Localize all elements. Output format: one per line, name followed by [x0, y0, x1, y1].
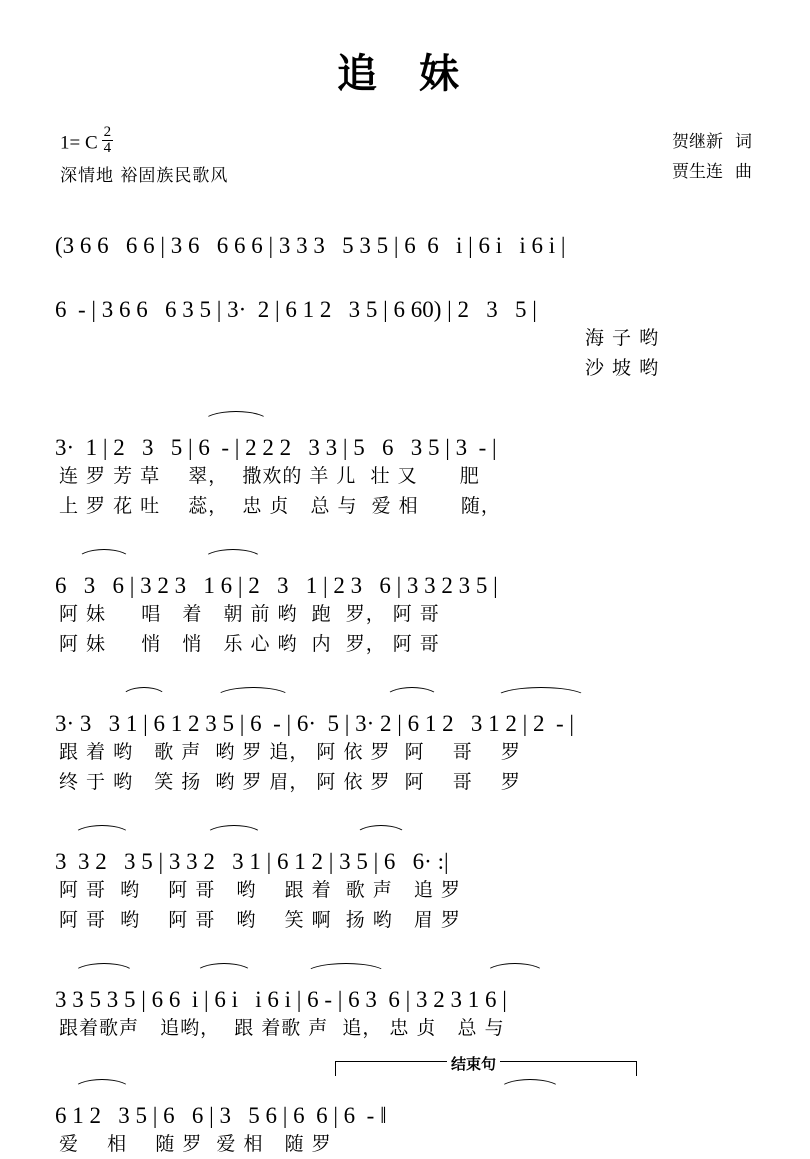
notation-line-3: 3· 1 | 2 3 5 | 6 - | 2 2 2 3 3 | 5 6 3 5 | 3 - |	[55, 435, 497, 460]
lyricist-name: 贺继新	[672, 132, 723, 152]
lyric-line-5-verse-1: 跟 着 哟 歌 声 哟 罗 追， 阿 依 罗 阿 哥 罗	[59, 741, 521, 763]
lyric-line-3-verse-1: 连 罗 芳 草 翠， 撒欢的 羊 儿 壮 又 肥	[59, 465, 480, 487]
composer-name: 贾生连	[672, 162, 723, 182]
notation-line-2: 6 - | 3 6 6 6 3 5 | 3· 2 | 6 1 2 3 5 | 6 60) | 2 3 5 |	[55, 297, 537, 322]
music-line-7	[55, 969, 755, 1043]
section-label: 结束句	[447, 1053, 500, 1074]
lyric-line-4-verse-1: 阿 妹 唱 着 朝 前 哟 跑 罗， 阿 哥	[59, 603, 440, 625]
lyric-line-6-verse-1: 阿 哥 哟 阿 哥 哟 跟 着 歌 声 追 罗	[59, 879, 461, 901]
lyricist-role: 词	[735, 132, 752, 152]
tempo-marking: 深情地 裕固族民歌风	[60, 166, 229, 186]
lyric-line-6-verse-2: 阿 哥 哟 阿 哥 哟 笑 啊 扬 哟 眉 罗	[59, 909, 461, 931]
lyric-line-4-verse-2: 阿 妹 悄 悄 乐 心 哟 内 罗， 阿 哥	[59, 633, 440, 655]
time-signature-denominator: 4	[103, 140, 112, 157]
music-system	[55, 215, 755, 1159]
composer-role: 曲	[735, 162, 752, 182]
lyric-line-7-verse-1: 跟着歌声 追哟， 跟 着歌 声 追， 忠 贞 总 与	[59, 1017, 505, 1039]
music-line-8	[55, 1055, 755, 1159]
time-signature-numerator: 2	[103, 124, 112, 140]
time-signature	[102, 125, 114, 157]
notation-line-1: (3 6 6 6 6 | 3 6 6 6 6 | 3 3 3 5 3 5 | 6 6 i | 6 i i 6 i |	[55, 233, 566, 258]
notation-line-7: 3 3 5 3 5 | 6 6 i | 6 i i 6 i | 6 - | 6 3 6 | 3 2 3 1 6 |	[55, 987, 507, 1012]
key-signature	[60, 125, 113, 157]
notation-line-5: 3· 3 3 1 | 6 1 2 3 5 | 6 - | 6· 5 | 3· 2 | 6 1 2 3 1 2 | 2 - |	[55, 711, 575, 736]
music-line-4	[55, 555, 755, 659]
credits	[672, 127, 752, 187]
lyric-line-8-verse-1: 爱 相 随 罗 爱 相 随 罗	[59, 1133, 332, 1155]
lyric-line-2-verse-2: 沙 坡 哟	[585, 357, 660, 379]
key-signature-text: 1= C	[60, 132, 98, 154]
notation-line-6: 3 3 2 3 5 | 3 3 2 3 1 | 6 1 2 | 3 5 | 6 6· :|	[55, 849, 449, 874]
credit-composer	[672, 157, 752, 187]
lyric-line-3-verse-2: 上 罗 花 吐 蕊， 忠 贞 总 与 爱 相 随，	[59, 495, 501, 517]
music-line-5	[55, 693, 755, 797]
music-line-1	[55, 215, 755, 259]
page-title: 追 妹	[337, 50, 473, 97]
credit-lyricist	[672, 127, 752, 157]
music-line-6	[55, 831, 755, 935]
lyric-line-5-verse-2: 终 于 哟 笑 扬 哟 罗 眉， 阿 依 罗 阿 哥 罗	[59, 771, 521, 793]
lyric-line-2-verse-1: 海 子 哟	[585, 327, 660, 349]
score-header	[0, 125, 810, 197]
music-line-3	[55, 417, 755, 521]
notation-line-8: 6 1 2 3 5 | 6 6 | 3 5 6 | 6 6 | 6 - ‖	[55, 1103, 387, 1128]
music-line-2	[55, 279, 755, 383]
notation-line-4: 6 3 6 | 3 2 3 1 6 | 2 3 1 | 2 3 6 | 3 3 2 3 5 |	[55, 573, 498, 598]
